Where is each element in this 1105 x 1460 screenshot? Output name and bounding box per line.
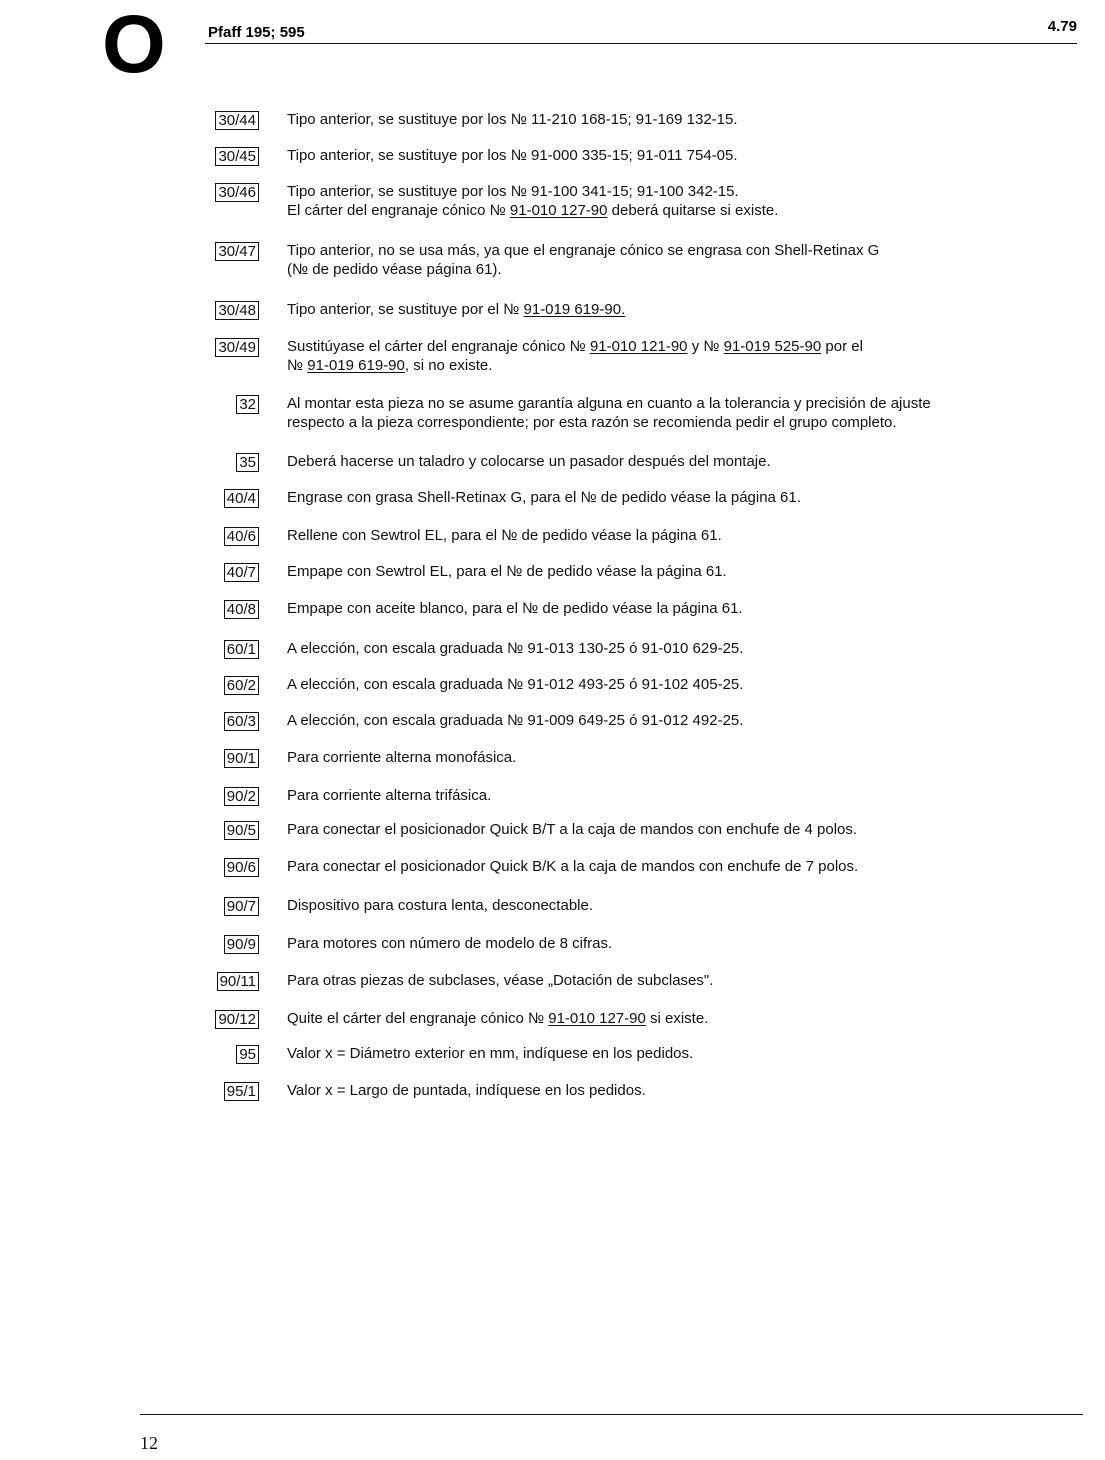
note-text (287, 394, 931, 432)
note-code-box: 30/49 (215, 338, 259, 357)
note-text (287, 300, 625, 319)
note-text (287, 675, 743, 694)
note-text-segment: Empape con aceite blanco, para el № de pedido véase la página 61. (287, 600, 743, 617)
note-code-box: 90/12 (215, 1010, 259, 1029)
note-line (287, 260, 879, 279)
note-text (287, 1081, 646, 1100)
note-text-segment: por el (821, 338, 863, 355)
note-code-box: 35 (236, 453, 259, 472)
note-code-box: 90/6 (224, 858, 259, 877)
note-text-segment: deberá quitarse si existe. (607, 202, 779, 219)
note-text-segment: № (287, 357, 308, 374)
note-line (287, 337, 863, 356)
note-text (287, 748, 516, 767)
note-text-segment: respecto a la pieza correspondiente; por esta razón se recomienda pedir el grupo completo. (287, 414, 897, 431)
note-code-box: 30/47 (215, 242, 259, 261)
part-number-underlined: 91-019 525-90 (723, 338, 822, 355)
note-line (287, 1009, 708, 1028)
note-text (287, 599, 743, 618)
note-code-box: 90/1 (224, 749, 259, 768)
note-line (287, 1044, 693, 1063)
section-letter: O (102, 0, 166, 90)
note-text-segment: Valor x = Largo de puntada, indíquese en los pedidos. (287, 1082, 646, 1099)
note-code-box: 90/7 (224, 897, 259, 916)
note-text (287, 1009, 708, 1028)
note-line (287, 896, 593, 915)
note-line (287, 820, 857, 839)
note-text (287, 182, 778, 220)
note-text-segment: A elección, con escala graduada № 91-013 130-25 ó 91-010 629-25. (287, 640, 744, 657)
note-code-box: 40/6 (224, 527, 259, 546)
note-code-box: 90/5 (224, 821, 259, 840)
note-line (287, 413, 931, 432)
note-line (287, 934, 612, 953)
note-text-segment: (№ de pedido véase página 61). (287, 261, 502, 278)
note-line (287, 971, 713, 990)
note-text-segment: Tipo anterior, se sustituye por los № 91-000 335-15; 91-011 754-05. (287, 147, 738, 164)
note-text-segment: Para otras piezas de subclases, véase „Dotación de subclases". (287, 972, 714, 989)
note-code-box: 30/46 (215, 183, 259, 202)
note-text-segment: A elección, con escala graduada № 91-009 649-25 ó 91-012 492-25. (287, 712, 744, 729)
note-line (287, 146, 738, 165)
note-line (287, 356, 863, 375)
note-text-segment: Engrase con grasa Shell-Retinax G, para el № de pedido véase la página 61. (287, 489, 801, 506)
note-text-segment: Quite el cárter del engranaje cónico № (287, 1010, 549, 1027)
note-text-segment: Valor x = Diámetro exterior en mm, indíquese en los pedidos. (287, 1045, 694, 1062)
note-code-box: 90/9 (224, 935, 259, 954)
note-code-box: 30/44 (215, 111, 259, 130)
note-text (287, 241, 879, 279)
note-line (287, 599, 743, 618)
note-text (287, 337, 863, 375)
note-code-box: 40/8 (224, 600, 259, 619)
page-number: 12 (140, 1433, 158, 1453)
note-text (287, 934, 612, 953)
note-line (287, 488, 801, 507)
note-code-box: 40/7 (224, 563, 259, 582)
part-number-underlined: 91-010 127-90 (509, 202, 608, 219)
note-text-segment: Sustitúyase el cárter del engranaje cónico № (287, 338, 590, 355)
note-code-box: 95 (236, 1045, 259, 1064)
part-number-underlined: 91-010 121-90 (589, 338, 688, 355)
note-text (287, 786, 491, 805)
note-text (287, 452, 771, 471)
note-text (287, 488, 801, 507)
note-text (287, 146, 738, 165)
note-text-segment: Al montar esta pieza no se asume garantía alguna en cuanto a la tolerancia y precisión de ajuste (287, 395, 931, 412)
note-code-box: 60/1 (224, 640, 259, 659)
note-line (287, 786, 491, 805)
note-text-segment: Para motores con número de modelo de 8 cifras. (287, 935, 613, 952)
note-line (287, 110, 738, 129)
note-text-segment: , si no existe. (404, 357, 493, 374)
note-code-box: 30/45 (215, 147, 259, 166)
page-title: Pfaff 195; 595 (208, 24, 305, 41)
note-line (287, 394, 931, 413)
note-line (287, 182, 778, 201)
note-text-segment: A elección, con escala graduada № 91-012 493-25 ó 91-102 405-25. (287, 676, 744, 693)
note-line (287, 639, 743, 658)
version-label: 4.79 (1047, 18, 1077, 35)
note-text (287, 711, 743, 730)
note-text-segment: Para corriente alterna trifásica. (287, 787, 492, 804)
note-text-segment: Tipo anterior, no se usa más, ya que el engranaje cónico se engrasa con Shell-Retinax G (287, 242, 880, 259)
note-text-segment: Empape con Sewtrol EL, para el № de pedido véase la página 61. (287, 563, 727, 580)
note-text (287, 896, 593, 915)
note-text-segment: Para conectar el posicionador Quick B/K a la caja de mandos con enchufe de 7 polos. (287, 858, 859, 875)
note-text (287, 820, 857, 839)
note-text-segment: Deberá hacerse un taladro y colocarse un pasador después del montaje. (287, 453, 771, 470)
note-line (287, 241, 879, 260)
note-line (287, 201, 778, 220)
note-line (287, 711, 743, 730)
footer-rule (140, 1414, 1083, 1415)
note-text (287, 110, 738, 129)
note-line (287, 300, 625, 319)
note-code-box: 30/48 (215, 301, 259, 320)
note-text-segment: Para corriente alterna monofásica. (287, 749, 517, 766)
note-line (287, 1081, 646, 1100)
note-text (287, 526, 722, 545)
note-code-box: 32 (236, 395, 259, 414)
note-text-segment: y № (687, 338, 724, 355)
note-code-box: 60/2 (224, 676, 259, 695)
note-line (287, 526, 722, 545)
note-text-segment: El cárter del engranaje cónico № (287, 202, 510, 219)
part-number-underlined: 91-010 127-90 (548, 1010, 646, 1027)
note-line (287, 675, 743, 694)
note-code-box: 60/3 (224, 712, 259, 731)
note-text (287, 971, 713, 990)
note-text-segment: Tipo anterior, se sustituye por los № 11-210 168-15; 91-169 132-15. (287, 111, 738, 128)
note-line (287, 857, 858, 876)
note-text (287, 562, 727, 581)
note-text (287, 639, 743, 658)
note-text-segment: Dispositivo para costura lenta, desconectable. (287, 897, 594, 914)
part-number-underlined: 91-019 619-90 (307, 357, 405, 374)
note-line (287, 452, 771, 471)
note-text (287, 857, 858, 876)
note-line (287, 562, 727, 581)
note-text-segment: si existe. (645, 1010, 709, 1027)
note-text-segment: Rellene con Sewtrol EL, para el № de pedido véase la página 61. (287, 527, 722, 544)
note-text (287, 1044, 693, 1063)
note-line (287, 748, 516, 767)
note-text-segment: Tipo anterior, se sustituye por el № (287, 301, 524, 318)
note-code-box: 90/2 (224, 787, 259, 806)
note-code-box: 40/4 (224, 489, 259, 508)
note-code-box: 95/1 (224, 1082, 259, 1101)
header-rule (205, 43, 1077, 44)
part-number-underlined: 91-019 619-90. (523, 301, 626, 318)
note-text-segment: Para conectar el posicionador Quick B/T a la caja de mandos con enchufe de 4 polos. (287, 821, 858, 838)
note-code-box: 90/11 (217, 972, 259, 991)
note-text-segment: Tipo anterior, se sustituye por los № 91-100 341-15; 91-100 342-15. (287, 183, 739, 200)
